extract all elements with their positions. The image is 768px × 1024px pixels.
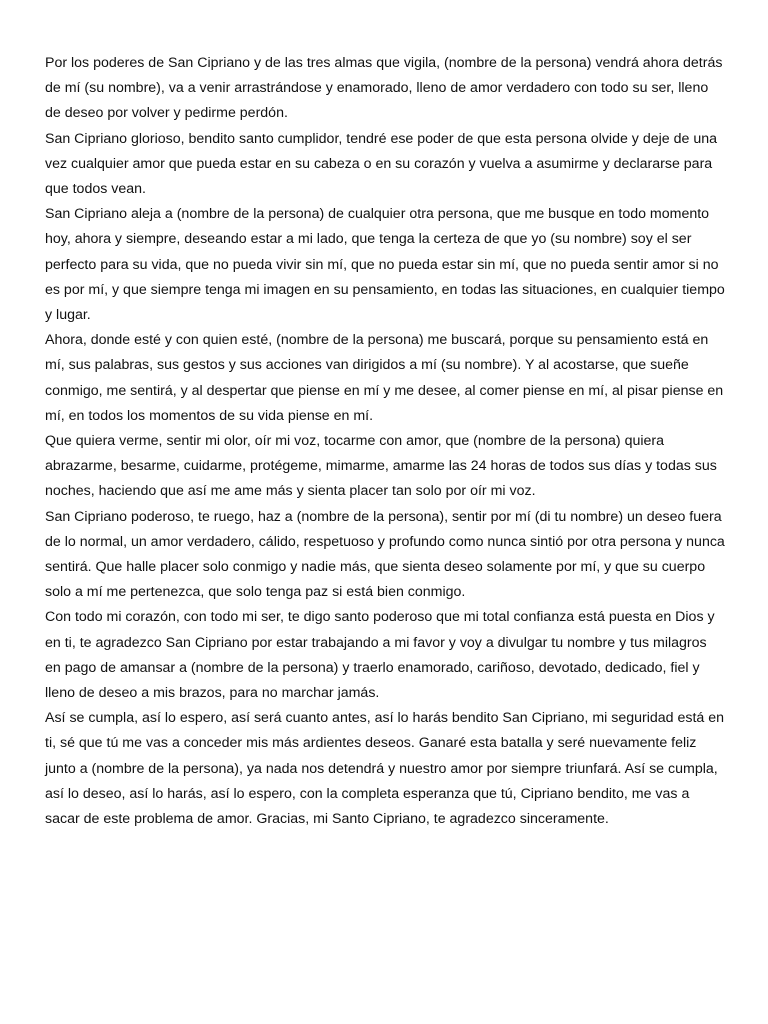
paragraph: San Cipriano poderoso, te ruego, haz a (nombre de la persona), sentir por mí (di tu nombre) un deseo fuera de lo normal, un amor verdadero, cálido, respetuoso y profundo como nunca sintió por otra persona y nunca sentirá. Que halle placer solo conmigo y nadie más, que sienta deseo solamente por mí, y que su cuerpo solo a mí me pertenezca, que solo tenga paz si está bien conmigo. [45, 508, 725, 601]
paragraph: San Cipriano aleja a (nombre de la persona) de cualquier otra persona, que me busque en todo momento hoy, ahora y siempre, deseando estar a mi lado, que tenga la certeza de que yo (su nombre) soy el ser perfecto para su vida, que no pueda vivir sin mí, que no pueda estar sin mí, que no pueda sentir amor si no es por mí, y que siempre tenga mi imagen en su pensamiento, en todas las situaciones, en cualquier tiempo y lugar. [45, 206, 725, 324]
paragraph: Con todo mi corazón, con todo mi ser, te digo santo poderoso que mi total confianza está puesta en Dios y en ti, te agradezco San Cipriano por estar trabajando a mi favor y voy a divulgar tu nombre y tus milagros en pago de amansar a (nombre de la persona) y traerlo enamorado, cariñoso, devotado, dedicado, fiel y lleno de deseo a mis brazos, para no marchar jamás. [45, 609, 715, 702]
paragraph: Ahora, donde esté y con quien esté, (nombre de la persona) me buscará, porque su pensamiento está en mí, sus palabras, sus gestos y sus acciones van dirigidos a mí (su nombre). Y al acostarse, que sueñe conmigo, me sentirá, y al despertar que piense en mí y me desee, al comer piense en mí, al pisar piense en mí, en todos los momentos de su vida piense en mí. [45, 332, 724, 424]
document-text-body [45, 51, 725, 832]
paragraph: San Cipriano glorioso, bendito santo cumplidor, tendré ese poder de que esta persona olvide y deje de una vez cualquier amor que pueda estar en su cabeza o en su corazón y vuelva a asumirme y declararse para que todos vean. [45, 130, 717, 198]
paragraph: Que quiera verme, sentir mi olor, oír mi voz, tocarme con amor, que (nombre de la persona) quiera abrazarme, besarme, cuidarme, protégeme, mimarme, amarme las 24 horas de todos sus días y todas sus noches, haciendo que así me ame más y sienta placer tan solo por oír mi voz. [45, 433, 717, 500]
paragraph: Así se cumpla, así lo espero, así será cuanto antes, así lo harás bendito San Cipriano, mi seguridad está en ti, sé que tú me vas a conceder mis más ardientes deseos. Ganaré esta batalla y seré nuevamente feliz junto a (nombre de la persona), ya nada nos detendrá y nuestro amor por siempre triunfará. Así se cumpla, así lo deseo, así lo harás, así lo espero, con la completa esperanza que tú, Cipriano bendito, me vas a sacar de este problema de amor. Gracias, mi Santo Cipriano, te agradezco sinceramente. [45, 710, 725, 828]
paragraph: Por los poderes de San Cipriano y de las tres almas que vigila, (nombre de la persona) vendrá ahora detrás de mí (su nombre), va a venir arrastrándose y enamorado, lleno de amor verdadero con todo su ser, lleno de deseo por volver y pedirme perdón. [45, 55, 723, 122]
